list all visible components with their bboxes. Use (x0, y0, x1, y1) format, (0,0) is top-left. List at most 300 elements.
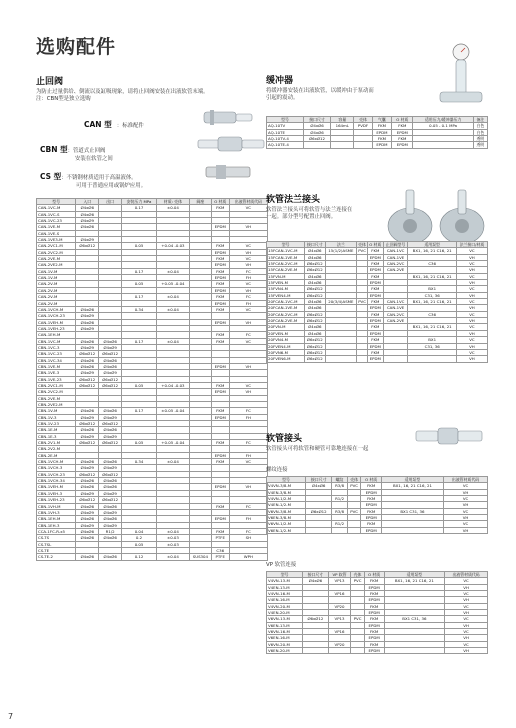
table-cell: PVC (358, 248, 366, 254)
table-cell: Ø6xØ12 (76, 243, 99, 249)
table-cell: WPH (229, 554, 267, 560)
table-row (37, 554, 268, 560)
table-cell: Ø4xØ9 (99, 465, 122, 471)
table-cell: Ø6xØ12 (76, 351, 99, 357)
table-cell: CAN-2V-M (37, 281, 76, 287)
table-cell: CBN-1VCH-34 (37, 478, 76, 484)
table-cell: VH (445, 622, 488, 628)
table-cell: ±0.04 (156, 268, 189, 274)
table-cell: VC (456, 286, 487, 292)
table-cell: PVC (351, 578, 364, 584)
table-cell: V4VN-13-M (267, 578, 303, 584)
can-label: CAN 型 (84, 120, 112, 129)
table-cell: Ø6xØ12 (305, 311, 325, 317)
table-cell: FKM (364, 578, 384, 584)
table-cell: AQ-10TV-4 (267, 136, 304, 142)
table-cell: CAN-1VC-S (37, 211, 76, 217)
table-cell: CAN-1VEH-M (37, 319, 76, 325)
table-cell: VH (445, 610, 488, 616)
table-cell: +0.04 -0.03 (156, 243, 189, 249)
table-cell: 15FVN-M (267, 273, 305, 279)
table-cell: Ø6xØ12 (76, 497, 99, 503)
table-cell: Ø4xØ6 (305, 299, 325, 305)
table-cell: Ø4xØ6 (305, 273, 325, 279)
table-cell: CBN-1VH-M (37, 503, 76, 509)
table-cell: Ø4xØ9 (99, 370, 122, 376)
table-cell: V6EN-3/8-M (267, 515, 306, 521)
table-cell: C36 (408, 261, 456, 267)
table-cell: BX1, 16, 21 C16, 21 (381, 483, 443, 489)
table-cell: VH (456, 254, 487, 260)
table-cell: R3/8 (332, 508, 348, 514)
can-desc: ：标准配件 (116, 123, 144, 129)
table-cell: FKM (211, 243, 229, 249)
table-cell: FKM (211, 459, 229, 465)
table-cell: FKM (392, 123, 413, 129)
table-cell: Ø6xØ12 (305, 343, 325, 349)
table-cell: Ø4xØ9 (76, 344, 99, 350)
table-cell: CAN-1V-M (37, 275, 76, 281)
table-cell: FKM (364, 591, 384, 597)
table-cell: VH (456, 305, 487, 311)
table-cell: EPDM (361, 527, 381, 533)
table-cell: Ø4xØ6 (305, 254, 325, 260)
table-cell: ±0.04 (156, 338, 189, 344)
table-cell: Ø6xØ12 (76, 376, 99, 382)
table-cell: CBN-1VE-M (37, 363, 76, 369)
table-cell: EPDM (211, 300, 229, 306)
flange-title: 软管法兰接头 (266, 195, 321, 205)
table-cell: 20FVN-M (267, 324, 305, 330)
table-cell: V6VN-13-M (267, 616, 303, 622)
table-cell: 0.04 (122, 528, 157, 534)
cbn-label: CBN 型 (40, 145, 68, 154)
table-cell: VC (444, 508, 488, 514)
table-cell: 20FCAN-1VE-M (267, 305, 305, 311)
table-cell: VH (456, 280, 487, 286)
table-header-cell: 法兰 (325, 242, 357, 248)
table-cell: ±0.04 (156, 205, 189, 211)
vp-table (266, 571, 488, 654)
table-cell (383, 356, 408, 362)
table-cell: VC (229, 338, 267, 344)
table-cell: Ø4xØ9 (76, 509, 99, 515)
table-cell: V6VN-16-M (267, 629, 303, 635)
table-cell: FC (229, 408, 267, 414)
table-cell: Ø6xØ12 (99, 382, 122, 388)
table-cell: EPDM (364, 610, 384, 616)
table-cell: Ø4xØ6 (99, 363, 122, 369)
table-header-cell: 法兰接口/材质 (456, 242, 487, 248)
table-cell: VH (229, 262, 267, 268)
table-header-cell: O 材质 (364, 572, 384, 578)
table-cell: ±0.03 (156, 541, 189, 547)
table-header-cell: 阀座 (189, 199, 211, 205)
check-valve-table (36, 198, 268, 561)
table-cell: FC (229, 294, 267, 300)
table-cell: Ø6xØ12 (305, 318, 325, 324)
table-cell: Ø4xØ6 (76, 528, 99, 534)
table-cell: CAN-1VE-S (37, 230, 76, 236)
table-cell (331, 142, 354, 148)
table-cell: 0.34 (122, 306, 157, 312)
table-header-cell: 接口尺寸 (303, 117, 330, 123)
table-cell: Ø4xØ9 (99, 522, 122, 528)
table-cell: ±0.04 (156, 528, 189, 534)
table-header-cell: O 材质 (211, 199, 229, 205)
table-cell: R1/2 (99, 528, 122, 534)
table-cell: PTFE (211, 554, 229, 560)
table-cell: FKM (211, 294, 229, 300)
table-cell: Ø4xØ6 (76, 211, 99, 217)
table-cell: FKM (367, 349, 383, 355)
table-cell: FKM (367, 324, 383, 330)
table-cell: CAN-1VE (383, 305, 408, 311)
table-header-cell: 型号 (267, 477, 306, 483)
table-cell: Ø4xØ6 (303, 123, 330, 129)
table-cell: V6EN-1/2-M (267, 527, 306, 533)
table-header-cell: VP 软管 (328, 572, 351, 578)
table-cell: Ø4xØ6 (99, 357, 122, 363)
table-cell: CBN-1VEH-23 (37, 497, 76, 503)
table-cell (303, 648, 329, 654)
table-cell: 15FVEN4-M (267, 292, 305, 298)
table-cell: Ø4xØ6 (76, 459, 99, 465)
table-cell: CAN-1EH-M (37, 332, 76, 338)
table-cell: 透明 (473, 142, 487, 148)
table-cell: CAN-2VC2-M (37, 249, 76, 255)
table-cell: VH (445, 597, 488, 603)
table-cell: Ø4xØ9 (76, 313, 99, 319)
table-cell: PVC (358, 299, 366, 305)
table-cell: CAN-2VC1-M (37, 243, 76, 249)
table-cell: FKM (361, 521, 381, 527)
table-cell: V4VN-1/2-M (267, 496, 306, 502)
table-cell: CAN-1VE3-M (37, 237, 76, 243)
table-cell: EPDM (211, 287, 229, 293)
table-cell: EPDM (364, 597, 384, 603)
table-header-cell: 型号 (267, 117, 304, 123)
table-cell: CBN-2VE-M (37, 395, 76, 401)
table-cell: R1/2 (332, 496, 348, 502)
table-row (267, 527, 488, 533)
table-cell: 20FVN4-M (267, 337, 305, 343)
table-cell: FKM (361, 483, 381, 489)
table-cell: FKM (211, 281, 229, 287)
table-cell: 0.17 (122, 268, 157, 274)
table-cell: AQ-10TV (267, 123, 304, 129)
table-cell: EPDM (211, 363, 229, 369)
table-header-cell: O 材质 (369, 242, 382, 247)
table-header-cell: 适用泵型 (384, 572, 445, 578)
table-cell: CBN-1E-3 (37, 433, 76, 439)
table-cell: EPDM (367, 280, 383, 286)
table-cell: V4EN-13-M (267, 584, 303, 590)
table-cell: FKM (392, 136, 413, 142)
table-cell: FKM (367, 311, 383, 317)
table-cell: FKM (211, 503, 229, 509)
table-cell: VH (229, 389, 267, 395)
table-cell: BX1, 16, 21 C16, 21 (408, 299, 456, 305)
flange-table (266, 241, 488, 363)
table-cell: FKM (211, 268, 229, 274)
table-cell: EPDM (364, 584, 384, 590)
table-cell: EPDM (361, 515, 381, 521)
table-cell (325, 356, 357, 362)
table-cell: FKM (211, 528, 229, 534)
table-cell: Ø6xØ12 (305, 349, 325, 355)
table-cell: VH (229, 249, 267, 255)
table-row (267, 356, 488, 362)
table-cell: FH (229, 275, 267, 281)
table-cell (408, 356, 456, 362)
check-valve-desc-2: 注：CBN型是独立选购 (36, 96, 91, 102)
table-cell: EPDM (361, 502, 381, 508)
table-cell: CBN-1VEH-M (37, 484, 76, 490)
table-cell: +0.05 -0.04 (156, 440, 189, 446)
table-header-cell: 安装压力 MPa (122, 199, 157, 205)
table-cell: Ø6xØ12 (99, 471, 122, 477)
table-row (267, 648, 488, 654)
table-cell: ±0.05 -0.04 (156, 408, 189, 414)
table-cell: 20FCAN-2VC-M (267, 311, 305, 317)
table-cell: Ø4xØ9 (76, 490, 99, 496)
table-cell: VC (456, 337, 487, 343)
table-cell: VC (456, 311, 487, 317)
table-cell: Ø4xØ6 (99, 427, 122, 433)
buffer-desc-1: 将缓冲器安装在出液软管，以缓冲由于泵动而 (266, 88, 374, 94)
table-cell: EPDM (367, 356, 383, 362)
table-cell: 20FVEN6-M (267, 356, 305, 362)
table-cell: FKM (367, 261, 383, 267)
table-cell: FKM (211, 306, 229, 312)
table-header-cell: 容量 (331, 117, 354, 123)
table-cell: Ø4xØ6 (99, 516, 122, 522)
table-cell: Ø4xØ9 (76, 237, 99, 243)
table-cell: Ø4xØ6 (303, 578, 329, 584)
table-cell: FKM (367, 273, 383, 279)
table-cell: +0.04 -0.03 (156, 382, 189, 388)
table-cell: Ø4xØ9 (76, 522, 99, 528)
table-cell: FKM (367, 248, 383, 254)
cbn-desc-1: ：管道式止回阀 (67, 148, 106, 154)
table-cell: FKM (364, 616, 384, 622)
table-cell: VH (445, 648, 488, 654)
table-cell: 20(3/4)ASME (325, 299, 357, 305)
table-cell: FH (229, 452, 267, 458)
table-cell: FKM (211, 205, 229, 211)
table-cell: CBN-1EH-M (37, 516, 76, 522)
table-cell: Ø4xØ9 (76, 465, 99, 471)
table-cell: VC (456, 248, 487, 254)
table-cell: VH (229, 484, 267, 490)
table-cell: 白色 (473, 129, 487, 135)
table-cell: C31, 36 (408, 292, 456, 298)
table-cell: VC (456, 299, 487, 305)
table-cell: Ø6xØ12 (305, 267, 325, 273)
table-cell: CBN-2VC1-M (37, 382, 76, 388)
table-cell: VH (456, 318, 487, 324)
table-cell: PVC (351, 616, 364, 622)
table-cell: VC (456, 349, 487, 355)
table-header-cell: 壳体 (354, 117, 372, 123)
table-cell: 15FVN4-M (267, 286, 305, 292)
table-cell: Ø4xØ6 (76, 408, 99, 414)
table-header-cell: 壳体 (351, 572, 364, 578)
table-cell (332, 527, 348, 533)
table-cell: CBN-1VH-3 (37, 509, 76, 515)
table-cell: 0.17 (122, 205, 157, 211)
table-cell: VH (444, 527, 488, 533)
table-cell: EPDM (211, 389, 229, 395)
table-cell: R1/2 (332, 521, 348, 527)
table-cell: EPDM (367, 254, 383, 260)
table-cell: VH (229, 319, 267, 325)
table-cell: CBN-1VC-3 (37, 344, 76, 350)
table-cell: VC (229, 205, 267, 211)
table-cell: VH (445, 635, 488, 641)
table-cell (347, 527, 361, 533)
table-cell: Ø4xØ6 (306, 483, 332, 489)
table-cell: VC (229, 382, 267, 388)
table-cell: CAN-2V-M (37, 300, 76, 306)
hose-joint-image (412, 420, 488, 452)
table-cell: ±0.04 (156, 306, 189, 312)
table-cell: Ø4xØ9 (76, 325, 99, 331)
table-cell: EPDM (211, 224, 229, 230)
table-cell: VP20 (328, 641, 351, 647)
table-cell: CAN-1V-M (37, 268, 76, 274)
table-cell: CAN-1VEH-23 (37, 325, 76, 331)
table-cell: VC (445, 616, 488, 622)
table-cell: ±0.04 (156, 459, 189, 465)
table-cell: CAN-2VE (383, 318, 408, 324)
table-cell: EPDM (392, 142, 413, 148)
table-cell: CBN-1V-23 (37, 421, 76, 427)
table-cell: CBN-1VC-M (37, 338, 76, 344)
table-cell: Ø6xØ12 (76, 382, 99, 388)
table-cell: Ø4xØ6 (99, 535, 122, 541)
table-cell: VP13 (328, 616, 351, 622)
table-cell: Ø6xØ12 (303, 616, 329, 622)
cs-desc-1: ：不锈钢材质适用于高温液体。 (61, 175, 137, 181)
table-cell: VH (456, 356, 487, 362)
table-cell: 20FVEN4-M (267, 343, 305, 349)
table-cell: Ø4xØ6 (305, 324, 325, 330)
table-cell: VH (456, 343, 487, 349)
table-cell: 15FVEN-M (267, 280, 305, 286)
table-header-cell: 出液管材质代码 (445, 572, 488, 578)
table-cell: CAN-2V-M (37, 287, 76, 293)
table-cell: 0.17 (122, 294, 157, 300)
table-header-cell: 接口尺寸 (303, 572, 329, 578)
table-cell: Ø4xØ9 (99, 344, 122, 350)
table-cell: VC (445, 641, 488, 647)
table-cell: V6EN-13-M (267, 622, 303, 628)
table-cell: FC (229, 440, 267, 446)
table-cell: CBN-1E-M (37, 427, 76, 433)
flange-desc-1: 软管法兰接头可将软管与法兰连接在 (266, 207, 353, 213)
table-cell: VC (229, 256, 267, 262)
hose-joint-desc: 软管接头可将软管和硬管可靠地连接在一起 (266, 446, 369, 452)
table-cell: CAN-1VE (383, 254, 408, 260)
table-cell: VH (444, 515, 488, 521)
table-cell: FH (229, 414, 267, 420)
table-header-cell: 适用泵型 (381, 477, 443, 483)
table-cell: Ø6xØ12 (305, 261, 325, 267)
table-cell: V6EN-20-M (267, 648, 303, 654)
table-cell: VH (229, 363, 267, 369)
table-cell: BX1, 16, 21 C16, 21 (408, 273, 456, 279)
table-cell: VH (445, 584, 488, 590)
table-header-cell: 材质: 壳体 (156, 199, 189, 205)
table-cell: EPDM (367, 305, 383, 311)
table-header-cell: 出口 (99, 199, 122, 205)
table-cell: CBN-2VE2-M (37, 402, 76, 408)
table-cell: FKM (211, 440, 229, 446)
table-cell: V6VN-1/2-M (267, 521, 306, 527)
table-cell: 15FCAN-1VE-M (267, 254, 305, 260)
table-cell: 0.2 (122, 535, 157, 541)
table-cell: Ø4xØ6 (303, 129, 330, 135)
table-cell: Ø4xØ9 (76, 433, 99, 439)
table-cell: C36 (408, 311, 456, 317)
table-cell: BX1, 16, 21 C16, 21 (408, 248, 456, 254)
cs-label: CS 型 (40, 172, 62, 181)
table-cell: Ø4xØ6 (76, 427, 99, 433)
table-cell: 0.05 (122, 541, 157, 547)
table-cell: Ø4xØ6 (305, 305, 325, 311)
table-cell: EPDM (367, 318, 383, 324)
table-cell: R3/8 (332, 483, 348, 489)
table-cell: Ø6xØ12 (99, 421, 122, 427)
table-row (267, 142, 488, 148)
page-title: 选购配件 (36, 36, 117, 58)
table-cell (303, 142, 330, 148)
table-cell: PVC (347, 508, 361, 514)
table-cell: CS-TS (37, 535, 76, 541)
table-header-cell: 型号 (267, 572, 303, 578)
table-cell: Ø4xØ6 (76, 478, 99, 484)
table-cell: Ø4xØ9 (99, 414, 122, 420)
table-cell: ±0.04 (156, 294, 189, 300)
table-cell: EPDM (361, 489, 381, 495)
table-cell: CS-TE-2 (37, 554, 76, 560)
table-cell: CAN-1VCH-M (37, 306, 76, 312)
table-cell: Ø6xØ12 (305, 356, 325, 362)
table-cell: CAN-1VCH-23 (37, 313, 76, 319)
table-cell: Ø6xØ12 (305, 337, 325, 343)
table-cell: 20FCAN-1VC-M (267, 299, 305, 305)
table-cell: CAN-1VE-M (37, 224, 76, 230)
table-cell: CS-TE (37, 547, 76, 553)
table-cell: Ø4xØ6 (99, 459, 122, 465)
buffer-table (266, 116, 488, 149)
table-cell: FKM (367, 286, 383, 292)
table-cell: EPDM (364, 622, 384, 628)
table-cell: Ø4xØ9 (76, 414, 99, 420)
table-header-cell: 出液管材质代码 (229, 199, 267, 205)
table-cell: CBN-1EH-3 (37, 522, 76, 528)
table-cell: Ø4xØ6 (76, 503, 99, 509)
table-cell: EPDM (211, 516, 229, 522)
table-cell: VC (444, 496, 488, 502)
table-cell: FC (229, 503, 267, 509)
table-cell (351, 648, 364, 654)
table-cell: FKM (211, 332, 229, 338)
table-cell: AQ-10TE (267, 129, 304, 135)
cbn-desc-2: 安装在软管之间 (75, 156, 113, 162)
